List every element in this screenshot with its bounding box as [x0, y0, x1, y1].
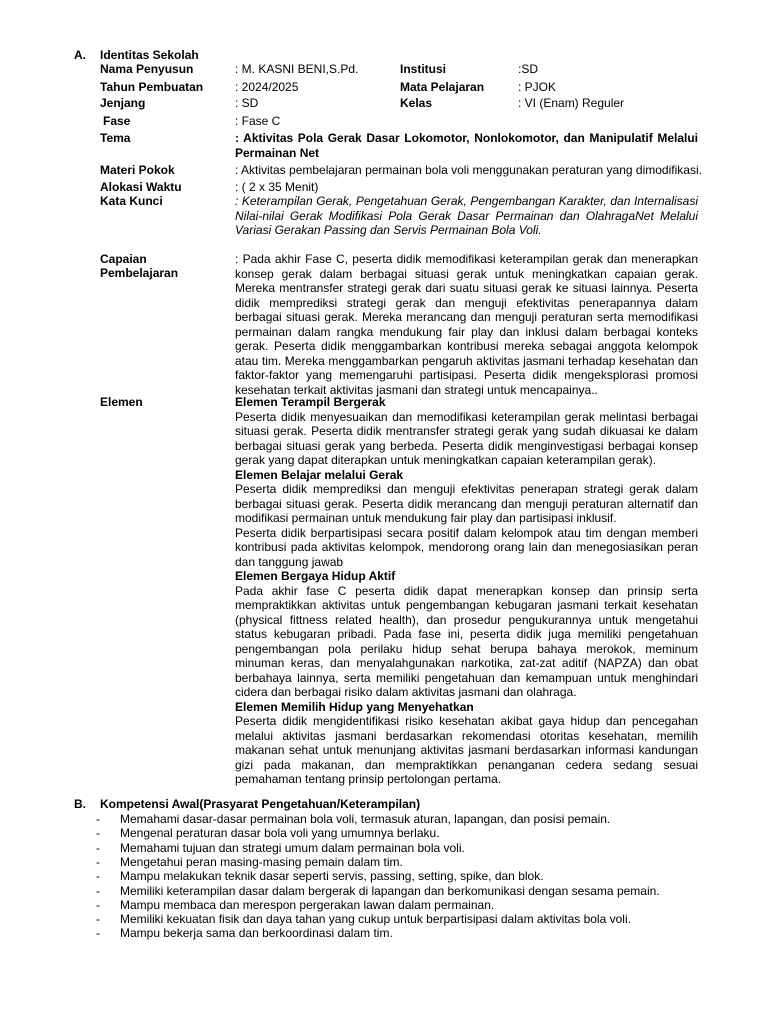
tahun-label: Tahun Pembuatan — [100, 80, 204, 94]
kelas-label: Kelas — [400, 96, 433, 110]
capaian-label-line2: Pembelajaran — [100, 266, 179, 280]
list-item-text: Memiliki kekuatan fisik dan daya tahan yang cukup untuk berpartisipasi dalam aktivitas bola voli. — [120, 912, 631, 927]
section-b-title — [100, 797, 420, 812]
list-item-text: Mampu bekerja sama dan berkoordinasi dalam tim. — [120, 926, 393, 941]
alokasi-waktu-label: Alokasi Waktu — [100, 180, 182, 194]
bullet-dash: - — [96, 883, 100, 898]
elemen-paragraph: Peserta didik mengidentifikasi risiko kesehatan akibat gaya hidup dan pencegahan melalui aktivitas jasmani berdasarkan rekomendasi otoritas kesehatan, memilih makanan sehat untuk menunjang aktivitas jasmani berdasarkan informasi kandungan gizi pada makanan, dan mempraktikkan penanganan cedera sedang sesuai pemahaman tentang prinsip pertolongan pertama. — [235, 714, 698, 786]
list-item-text: Mampu melakukan teknik dasar seperti servis, passing, setting, spike, dan blok. — [120, 869, 544, 884]
list-item-text: Memahami tujuan dan strategi umum dalam permainan bola voli. — [120, 840, 465, 855]
tahun-value: : 2024/2025 — [235, 80, 299, 94]
list-item-text: Memahami dasar-dasar permainan bola voli, termasuk aturan, lapangan, dan posisi pemain. — [120, 812, 611, 826]
materi-pokok-label: Materi Pokok — [100, 163, 175, 177]
nama-penyusun-value: : M. KASNI BENI,S.Pd. — [235, 62, 359, 76]
tema-label: Tema — [100, 131, 131, 145]
bullet-dash: - — [96, 826, 100, 841]
institusi-label: Institusi — [400, 62, 447, 76]
mapel-label: Mata Pelajaran — [400, 80, 485, 94]
bullet-dash: - — [96, 897, 100, 912]
fase-label: Fase — [103, 114, 131, 128]
section-b-title-sub: (Prasyarat Pengetahuan/Keterampilan) — [199, 797, 421, 811]
bullet-dash: - — [96, 812, 100, 826]
elemen-title: Elemen Memilih Hidup yang Menyehatkan — [235, 699, 474, 714]
mapel-value: : PJOK — [518, 80, 557, 94]
tema-value: : Aktivitas Pola Gerak Dasar Lokomotor, Nonlokomotor, dan Manipulatif Melalui Permainan Net — [235, 131, 698, 160]
kelas-value: : VI (Enam) Reguler — [518, 96, 625, 110]
elemen-paragraph: Peserta didik menyesuaikan dan memodifikasi keterampilan gerak melintasi berbagai situasi gerak. Peserta didik mentransfer strategi gerak yang sudah dikuasai ke dalam berbagai situasi gerak yang berbeda. Peserta didik menginvestigasi berbagai konsep gerak yang dapat diterapkan untuk meningkatkan capaian keterampilan gerak). — [235, 409, 698, 467]
fase-value: : Fase C — [235, 114, 281, 128]
section-b-title-main: Kompetensi Awal — [100, 797, 200, 811]
list-item-text: Mengetahui peran masing-masing pemain dalam tim. — [120, 854, 403, 869]
elemen-title: Elemen Terampil Bergerak — [235, 395, 386, 409]
elemen-paragraph: Pada akhir fase C peserta didik dapat menerapkan konsep dan prinsip serta mempraktikkan aktivitas untuk pengembangan kebugaran jasmani terkait kesehatan (physical fittness related health), dan prosedur pengukurannya untuk mengetahui status kebugaran pribadi. Pada fase ini, peserta didik juga memiliki pengetahuan pengembangan pola perilaku hidup sehat berupa bahaya merokok, meminum minuman keras, dan menyalahgunakan narkotika, zat-zat aditif (NAPZA) dan obat berbahaya lainnya, serta memiliki pengetahuan dan kemampuan untuk menghindari cidera dan berbagai risiko dalam aktivitas jasmani dan olahraga. — [235, 583, 698, 699]
materi-pokok-value: : Aktivitas pembelajaran permainan bola voli menggunakan peraturan yang dimodifikasi. — [235, 163, 702, 177]
bullet-dash: - — [96, 840, 100, 855]
elemen-paragraph: Peserta didik memprediksi dan menguji efektivitas penerapan strategi gerak dalam berbagai situasi gerak. Peserta didik merancang dan menguji peraturan alternatif dan modifikasi permainan untuk mendukung fair play dan partisipasi inklusif. — [235, 482, 698, 525]
list-item-text: Mengenal peraturan dasar bola voli yang umumnya berlaku. — [120, 826, 440, 841]
section-a-letter: A. — [74, 48, 86, 62]
elemen-list — [235, 395, 698, 787]
jenjang-label: Jenjang — [100, 96, 146, 110]
elemen-title: Elemen Bergaya Hidup Aktif — [235, 569, 396, 583]
elemen-title: Elemen Belajar melalui Gerak — [235, 467, 404, 482]
elemen-label: Elemen — [100, 395, 143, 409]
section-a-title: Identitas Sekolah — [100, 48, 199, 62]
bullet-dash: - — [96, 912, 100, 927]
section-b-letter: B. — [74, 797, 86, 811]
capaian-label-line1: Capaian — [100, 252, 147, 266]
list-item-text: Mampu membaca dan merespon pergerakan lawan dalam permainan. — [120, 897, 495, 912]
jenjang-value: : SD — [235, 96, 259, 110]
bullet-dash: - — [96, 926, 100, 941]
capaian-value: : Pada akhir Fase C, peserta didik memodifikasi keterampilan gerak dan menerapkan konsep gerak dalam berbagai situasi gerak untuk meningkatkan capaian gerak. Mereka mentransfer strategi gerak dari suatu situasi gerak ke situasi lainnya. Peserta didik memprediksi strategi gerak dan menguji efektivitas penerapannya dalam berbagai situasi gerak. Mereka merancang dan menguji peraturan serta memodifikasi permainan dalam rangka mendukung fair play dan inklusi dalam berbagai konteks gerak. Peserta didik menggambarkan kontribusi mereka sebagai anggota kelompok atau tim. Mereka menggambarkan pengaruh aktivitas jasmani terhadap kesehatan dan faktor-faktor yang memengaruhi partisipasi. Peserta didik mengeksplorasi promosi kesehatan terkait aktivitas jasmani dan strategi untuk mencapainya.. — [235, 252, 698, 397]
bullet-dash: - — [96, 869, 100, 884]
kata-kunci-value: : Keterampilan Gerak, Pengetahuan Gerak, Pengembangan Karakter, dan Internalisasi Nilai-nilai Gerak Modifikasi Pola Gerak Dasar Permainan dan OlahragaNet Melalui Variasi Gerakan Passing dan Servis Permainan Bola Voli. — [235, 194, 698, 237]
institusi-value: :SD — [518, 62, 539, 76]
kata-kunci-label: Kata Kunci — [100, 194, 163, 208]
elemen-paragraph: Peserta didik berpartisipasi secara positif dalam kelompok atau tim dengan memberi kontribusi pada aktivitas kelompok, mendorong orang lain dan menegosiasikan peran dan tanggung jawab — [235, 525, 698, 569]
bullet-dash: - — [96, 854, 100, 869]
list-item-text: Memiliki keterampilan dasar dalam bergerak di lapangan dan berkomunikasi dengan sesama pemain. — [120, 883, 660, 898]
alokasi-waktu-value: : ( 2 x 35 Menit) — [235, 180, 319, 194]
nama-penyusun-label: Nama Penyusun — [100, 62, 194, 76]
